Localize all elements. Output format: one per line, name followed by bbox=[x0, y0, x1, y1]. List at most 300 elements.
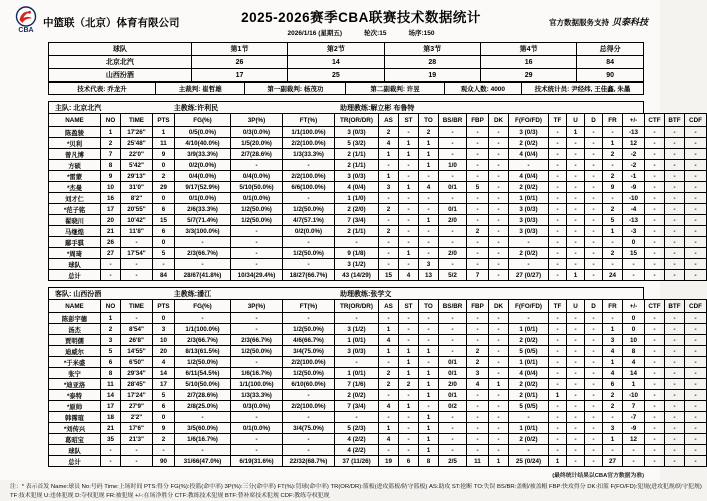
stat-cell: -4 bbox=[623, 204, 645, 215]
stat-cell: 1/2(50.0%) bbox=[283, 368, 335, 379]
stat-cell: 2 bbox=[379, 127, 399, 138]
stat-cell: 0 bbox=[623, 237, 645, 248]
stat-cell: - bbox=[603, 412, 623, 423]
stat-cell: 3 (0/3) bbox=[335, 346, 379, 357]
stat-cell: 1 bbox=[399, 401, 419, 412]
stat-cell: - bbox=[567, 434, 585, 445]
stat-cell: - bbox=[399, 324, 419, 335]
stat-cell: 8/13(61.5%) bbox=[175, 346, 231, 357]
stat-cell: - bbox=[439, 237, 467, 248]
stat-cell: 5 (0/5) bbox=[509, 401, 549, 412]
stat-cell: *贝利 bbox=[49, 138, 101, 149]
stat-cell: - bbox=[489, 368, 509, 379]
stats-header-cell: CTF bbox=[645, 114, 665, 127]
quarter-score-cell: 84 bbox=[577, 56, 644, 69]
stat-cell: 1/2(50.0%) bbox=[231, 215, 283, 226]
stat-cell: 17 bbox=[101, 401, 121, 412]
stat-cell: 0 bbox=[623, 324, 645, 335]
stat-cell: - bbox=[645, 401, 665, 412]
stat-cell: 2/7(28.6%) bbox=[231, 149, 283, 160]
stats-header-cell: 3P(%) bbox=[231, 114, 283, 127]
title-block bbox=[232, 6, 490, 37]
stat-cell: 2/3(66.7%) bbox=[231, 335, 283, 346]
stat-cell: - bbox=[567, 182, 585, 193]
stat-cell: - bbox=[489, 193, 509, 204]
stat-cell: - bbox=[567, 412, 585, 423]
stat-cell: - bbox=[489, 412, 509, 423]
stat-cell: - bbox=[685, 204, 707, 215]
stat-cell: 6 bbox=[153, 401, 175, 412]
stats-header-cell: D bbox=[585, 114, 603, 127]
stat-cell: - bbox=[283, 445, 335, 456]
stat-cell: 3 bbox=[467, 368, 489, 379]
stat-cell: - bbox=[489, 390, 509, 401]
stat-cell: - bbox=[665, 335, 685, 346]
stat-cell: - bbox=[685, 127, 707, 138]
stat-cell: 7 bbox=[623, 401, 645, 412]
stat-cell: - bbox=[567, 379, 585, 390]
stat-cell: - bbox=[489, 423, 509, 434]
stats-header-cell: TO bbox=[419, 300, 439, 313]
stat-cell: 3 bbox=[603, 423, 623, 434]
stat-cell: 2/0 bbox=[439, 248, 467, 259]
stat-cell: 1 bbox=[419, 379, 439, 390]
stat-cell: - bbox=[685, 270, 707, 281]
stat-cell: - bbox=[101, 445, 121, 456]
stat-cell: - bbox=[549, 401, 567, 412]
stat-cell: 4 bbox=[623, 357, 645, 368]
stat-cell: 10'42" bbox=[121, 215, 153, 226]
stat-cell: 0 bbox=[153, 160, 175, 171]
stat-cell: - bbox=[585, 149, 603, 160]
stat-cell: 翟晓川 bbox=[49, 215, 101, 226]
stat-cell: - bbox=[231, 445, 283, 456]
stat-cell: - bbox=[153, 445, 175, 456]
stat-cell: 刘才仁 bbox=[49, 193, 101, 204]
match-round: 轮次:15 bbox=[364, 30, 387, 37]
head-coach: 主教练:许利民 bbox=[173, 104, 219, 112]
stat-cell: - bbox=[335, 412, 379, 423]
stat-cell: - bbox=[467, 445, 489, 456]
stat-cell: 28'45" bbox=[121, 379, 153, 390]
stat-cell: - bbox=[231, 313, 283, 324]
stat-cell: 1/2(50.0%) bbox=[283, 324, 335, 335]
stat-cell: 1 (0/1) bbox=[335, 368, 379, 379]
stat-cell: 0/3(0.0%) bbox=[231, 401, 283, 412]
stat-cell: 2 bbox=[467, 346, 489, 357]
stat-cell: 2 bbox=[603, 248, 623, 259]
stat-cell: - bbox=[175, 259, 231, 270]
stat-cell: - bbox=[439, 127, 467, 138]
stat-cell: - bbox=[645, 313, 665, 324]
stat-cell: 12 bbox=[623, 434, 645, 445]
stat-cell: - bbox=[567, 226, 585, 237]
stat-cell: - bbox=[685, 313, 707, 324]
stat-cell: - bbox=[231, 226, 283, 237]
stat-cell: - bbox=[231, 237, 283, 248]
stat-cell: - bbox=[231, 160, 283, 171]
stat-cell: - bbox=[467, 401, 489, 412]
stat-cell: - bbox=[399, 237, 419, 248]
stat-cell: - bbox=[379, 390, 399, 401]
stat-cell: - bbox=[121, 237, 153, 248]
stat-cell: 6/19(31.6%) bbox=[231, 456, 283, 467]
stat-cell: - bbox=[665, 127, 685, 138]
stat-cell: 1/3(33.3%) bbox=[231, 390, 283, 401]
stat-cell: - bbox=[645, 226, 665, 237]
stat-cell: 1 bbox=[419, 138, 439, 149]
stat-cell: 1 bbox=[489, 379, 509, 390]
stat-cell: 24 bbox=[603, 270, 623, 281]
stats-header-cell: AS bbox=[379, 300, 399, 313]
stat-cell: - bbox=[665, 412, 685, 423]
stat-cell: - bbox=[585, 313, 603, 324]
stat-cell: - bbox=[665, 215, 685, 226]
stat-cell: 2/3(66.7%) bbox=[175, 335, 231, 346]
stat-cell: - bbox=[489, 259, 509, 270]
stat-cell: - bbox=[283, 412, 335, 423]
stats-header-cell: TIME bbox=[121, 114, 153, 127]
stat-cell: - bbox=[439, 412, 467, 423]
stat-cell: 0 bbox=[623, 313, 645, 324]
stat-cell: 0/3(0.0%) bbox=[231, 127, 283, 138]
stat-cell: - bbox=[419, 237, 439, 248]
stat-cell: 1 (0/1) bbox=[509, 193, 549, 204]
stat-cell: - bbox=[665, 204, 685, 215]
stat-cell: 25'48" bbox=[121, 138, 153, 149]
stat-cell: - bbox=[645, 335, 665, 346]
officials-row bbox=[48, 82, 644, 95]
stat-cell: - bbox=[489, 434, 509, 445]
stat-cell: 0/1 bbox=[439, 204, 467, 215]
stat-cell: 0/1 bbox=[439, 390, 467, 401]
stat-cell: 2/2(100.0%) bbox=[283, 171, 335, 182]
stat-cell: - bbox=[665, 401, 685, 412]
stat-cell: 曾凡博 bbox=[49, 149, 101, 160]
stat-cell: 2 (1/1) bbox=[335, 226, 379, 237]
stat-cell: 3 bbox=[603, 335, 623, 346]
stat-cell: 4 bbox=[603, 346, 623, 357]
stat-cell: 6 bbox=[399, 456, 419, 467]
stat-cell: - bbox=[399, 193, 419, 204]
stats-header-cell: TIME bbox=[121, 300, 153, 313]
stat-cell: - bbox=[665, 259, 685, 270]
stat-cell: - bbox=[509, 412, 549, 423]
stat-cell: - bbox=[283, 193, 335, 204]
stat-cell: - bbox=[489, 127, 509, 138]
stat-cell: - bbox=[603, 313, 623, 324]
stat-cell: - bbox=[665, 182, 685, 193]
stat-cell: -10 bbox=[623, 193, 645, 204]
stat-cell: - bbox=[399, 335, 419, 346]
stat-cell: 0/2(0.0%) bbox=[283, 226, 335, 237]
stat-cell: - bbox=[585, 456, 603, 467]
stat-cell: - bbox=[685, 182, 707, 193]
stat-cell: - bbox=[685, 215, 707, 226]
stat-cell: - bbox=[585, 248, 603, 259]
stat-cell: 10 bbox=[153, 335, 175, 346]
stat-cell: 14 bbox=[153, 368, 175, 379]
stat-cell: 0/1(0.0%) bbox=[231, 193, 283, 204]
stat-cell: 2 bbox=[379, 368, 399, 379]
quarter-header-cell: 总得分 bbox=[577, 43, 644, 56]
stat-cell: 3 (0/3) bbox=[335, 171, 379, 182]
stat-cell: - bbox=[603, 237, 623, 248]
stat-cell: 15 bbox=[153, 215, 175, 226]
official-cell: 观众人数: 4000 bbox=[444, 83, 521, 95]
stat-cell: - bbox=[567, 401, 585, 412]
stat-cell: 0/1 bbox=[439, 357, 467, 368]
stat-cell: 2 bbox=[603, 149, 623, 160]
stat-cell: - bbox=[509, 313, 549, 324]
stat-cell: - bbox=[489, 215, 509, 226]
legend-line-2: TF:技术犯规 U:违体犯规 D:夺权犯规 FR:被犯规 +/-:在场净胜分 CTF:教练技术犯规 BTF:替补席技术犯规 CDF:教练夺权犯规 bbox=[10, 492, 330, 499]
stat-cell: - bbox=[379, 445, 399, 456]
stat-cell: 31'0" bbox=[121, 182, 153, 193]
stats-header-cell: CTF bbox=[645, 300, 665, 313]
stat-cell: - bbox=[399, 313, 419, 324]
stat-cell: - bbox=[623, 445, 645, 456]
stat-cell: 2 (2/0) bbox=[335, 204, 379, 215]
stat-cell: - bbox=[549, 215, 567, 226]
stat-cell: 8'54" bbox=[121, 324, 153, 335]
stat-cell: 4 bbox=[379, 401, 399, 412]
stats-header-cell: FR bbox=[603, 300, 623, 313]
stat-cell: 26'8" bbox=[121, 335, 153, 346]
quarter-score-cell: 26 bbox=[191, 56, 287, 69]
stat-cell: - bbox=[645, 379, 665, 390]
stat-cell: 7 (1/6) bbox=[335, 379, 379, 390]
stat-cell-row bbox=[49, 346, 707, 357]
stat-cell: 1 bbox=[399, 357, 419, 368]
stat-cell: - bbox=[585, 215, 603, 226]
stat-cell: 3/4(75.0%) bbox=[283, 346, 335, 357]
stat-cell: - bbox=[567, 368, 585, 379]
stat-cell: - bbox=[489, 346, 509, 357]
stats-header-cell: D bbox=[585, 300, 603, 313]
stat-cell-row bbox=[49, 237, 707, 248]
stat-cell: - bbox=[645, 171, 665, 182]
stat-cell: 11 bbox=[101, 379, 121, 390]
stat-cell: - bbox=[509, 160, 549, 171]
stat-cell: 8 bbox=[623, 346, 645, 357]
stat-cell: - bbox=[399, 259, 419, 270]
stat-cell: - bbox=[399, 445, 419, 456]
stat-cell: 2 bbox=[399, 379, 419, 390]
stat-cell: 0/1(0.0%) bbox=[231, 423, 283, 434]
stat-cell: 3 bbox=[153, 324, 175, 335]
stat-cell: 2 (0/2) bbox=[335, 390, 379, 401]
stats-table-home bbox=[48, 113, 707, 281]
stat-cell: 5 (2/3) bbox=[335, 423, 379, 434]
stat-cell: - bbox=[379, 248, 399, 259]
stat-cell: 1 bbox=[399, 346, 419, 357]
stat-cell: - bbox=[379, 193, 399, 204]
stat-cell: - bbox=[439, 423, 467, 434]
stats-header-cell: TF bbox=[549, 300, 567, 313]
match-sequence: 场序:150 bbox=[408, 30, 435, 37]
stat-cell: - bbox=[399, 423, 419, 434]
stat-cell: - bbox=[121, 270, 153, 281]
quarter-score-cell: 90 bbox=[577, 69, 644, 82]
stat-cell: - bbox=[645, 434, 665, 445]
stat-cell: 5 (3/2) bbox=[335, 138, 379, 149]
stat-cell: 1 (0/1) bbox=[509, 324, 549, 335]
stat-cell: - bbox=[567, 215, 585, 226]
stat-cell: 1 bbox=[567, 127, 585, 138]
stat-cell: 43 (14/29) bbox=[335, 270, 379, 281]
stat-cell: 8'2" bbox=[121, 193, 153, 204]
stat-cell: - bbox=[379, 215, 399, 226]
stat-cell: 0/5(0.0%) bbox=[175, 127, 231, 138]
stat-cell: 10 bbox=[101, 182, 121, 193]
stat-cell: - bbox=[685, 390, 707, 401]
stat-cell: - bbox=[685, 171, 707, 182]
stats-header-cell: PTS bbox=[153, 300, 175, 313]
stat-cell: -2 bbox=[623, 149, 645, 160]
stat-cell: - bbox=[685, 379, 707, 390]
team-header-away bbox=[48, 287, 644, 299]
stat-cell: 19 bbox=[379, 456, 399, 467]
stat-cell: 3/4(75.0%) bbox=[283, 423, 335, 434]
stat-cell: - bbox=[489, 270, 509, 281]
stat-cell: - bbox=[603, 160, 623, 171]
stat-cell: 5 bbox=[101, 346, 121, 357]
stat-cell: 1 bbox=[399, 182, 419, 193]
cba-logo-icon bbox=[14, 6, 38, 38]
stat-cell: 1 bbox=[379, 346, 399, 357]
stat-cell: 汤杰 bbox=[49, 324, 101, 335]
stat-cell: 4 bbox=[379, 138, 399, 149]
stat-cell-row bbox=[49, 248, 707, 259]
stat-cell: - bbox=[489, 313, 509, 324]
official-cell: 第一副裁判: 杨茂功 bbox=[245, 83, 346, 95]
stat-cell: 1/1(100.0%) bbox=[283, 127, 335, 138]
stat-cell: 2 (0/2) bbox=[509, 182, 549, 193]
stat-cell: 3 (0/3) bbox=[509, 127, 549, 138]
stat-cell: 2/6(33.3%) bbox=[175, 204, 231, 215]
stat-cell: - bbox=[665, 456, 685, 467]
stat-cell: 1 bbox=[101, 313, 121, 324]
stat-cell: 27 bbox=[101, 248, 121, 259]
stat-cell: - bbox=[549, 259, 567, 270]
stat-cell: 2 (0/1) bbox=[509, 390, 549, 401]
stat-cell: 4/10(40.0%) bbox=[175, 138, 231, 149]
stat-cell: 11'8" bbox=[121, 226, 153, 237]
stat-cell: 22/32(68.7%) bbox=[283, 456, 335, 467]
stat-cell: - bbox=[231, 434, 283, 445]
stat-cell: 7 (3/4) bbox=[335, 215, 379, 226]
stat-cell: 1/3(33.3%) bbox=[283, 149, 335, 160]
official-cell-row bbox=[49, 83, 644, 95]
stats-header-cell: AS bbox=[379, 114, 399, 127]
stat-cell: 5 bbox=[153, 248, 175, 259]
stat-cell: 6 bbox=[153, 204, 175, 215]
stat-cell: - bbox=[585, 204, 603, 215]
team-block-away bbox=[48, 287, 702, 467]
stat-cell: - bbox=[585, 379, 603, 390]
stats-header-cell: TR(OR/DR) bbox=[335, 114, 379, 127]
stat-cell: 5 bbox=[467, 182, 489, 193]
stat-cell: - bbox=[489, 138, 509, 149]
stat-cell: 20'55" bbox=[121, 204, 153, 215]
stat-cell: - bbox=[101, 259, 121, 270]
stat-cell: 0/2(0.0%) bbox=[175, 160, 231, 171]
stat-cell: 11 bbox=[467, 456, 489, 467]
stat-cell: - bbox=[567, 456, 585, 467]
stat-cell: - bbox=[283, 237, 335, 248]
stat-cell-row bbox=[49, 259, 707, 270]
stats-header-cell: BS/BR bbox=[439, 300, 467, 313]
stat-cell: - bbox=[489, 445, 509, 456]
stat-cell: - bbox=[489, 149, 509, 160]
stat-cell: - bbox=[585, 346, 603, 357]
stat-cell: - bbox=[567, 390, 585, 401]
stat-cell: - bbox=[509, 259, 549, 270]
stats-header-cell: FBP bbox=[467, 114, 489, 127]
stat-cell: - bbox=[489, 171, 509, 182]
stat-cell: 1 bbox=[419, 160, 439, 171]
stat-cell: - bbox=[419, 248, 439, 259]
stat-cell-row bbox=[49, 270, 707, 281]
stat-cell: 21 bbox=[101, 423, 121, 434]
stat-cell: - bbox=[567, 171, 585, 182]
stat-cell: - bbox=[467, 215, 489, 226]
stat-cell: *迪亚洛 bbox=[49, 379, 101, 390]
stat-cell: - bbox=[685, 193, 707, 204]
stat-cell: - bbox=[603, 259, 623, 270]
stat-cell: - bbox=[419, 357, 439, 368]
stat-cell: 11 bbox=[153, 138, 175, 149]
quarter-header-cell: 第3节 bbox=[384, 43, 480, 56]
stat-cell: - bbox=[585, 127, 603, 138]
quarter-score-cell: 17 bbox=[191, 69, 287, 82]
stat-cell-row bbox=[49, 149, 707, 160]
stat-cell: 29'13" bbox=[121, 171, 153, 182]
cba-logo-text: CBA bbox=[18, 27, 34, 34]
match-date: 2026/1/16 (星期五) bbox=[287, 30, 343, 37]
stat-cell: - bbox=[379, 160, 399, 171]
stat-cell: - bbox=[467, 160, 489, 171]
stat-cell: 4 bbox=[467, 379, 489, 390]
stat-cell: - bbox=[489, 357, 509, 368]
stats-header-cell: F(FO/FD) bbox=[509, 114, 549, 127]
stat-cell: 方硕 bbox=[49, 160, 101, 171]
stat-cell: 1 bbox=[567, 270, 585, 281]
stat-cell: 6 bbox=[153, 226, 175, 237]
stat-cell: - bbox=[665, 193, 685, 204]
stat-cell: 4 bbox=[379, 335, 399, 346]
stat-cell: - bbox=[489, 324, 509, 335]
stat-cell: - bbox=[665, 138, 685, 149]
stat-cell: - bbox=[399, 160, 419, 171]
stat-cell: - bbox=[549, 127, 567, 138]
stat-cell: 90 bbox=[153, 456, 175, 467]
stat-cell: 29'34" bbox=[121, 368, 153, 379]
stat-cell: - bbox=[549, 270, 567, 281]
stat-cell-row bbox=[49, 160, 707, 171]
stat-cell: 1 bbox=[549, 390, 567, 401]
stat-cell: 14 bbox=[623, 368, 645, 379]
stat-cell: - bbox=[439, 149, 467, 160]
stat-cell: - bbox=[685, 324, 707, 335]
stat-cell: - bbox=[685, 259, 707, 270]
stat-cell: 1 bbox=[399, 138, 419, 149]
stat-cell: 6/10(60.0%) bbox=[283, 379, 335, 390]
stat-cell-row bbox=[49, 171, 707, 182]
stat-cell-row bbox=[49, 313, 707, 324]
stat-cell: 1 bbox=[153, 127, 175, 138]
